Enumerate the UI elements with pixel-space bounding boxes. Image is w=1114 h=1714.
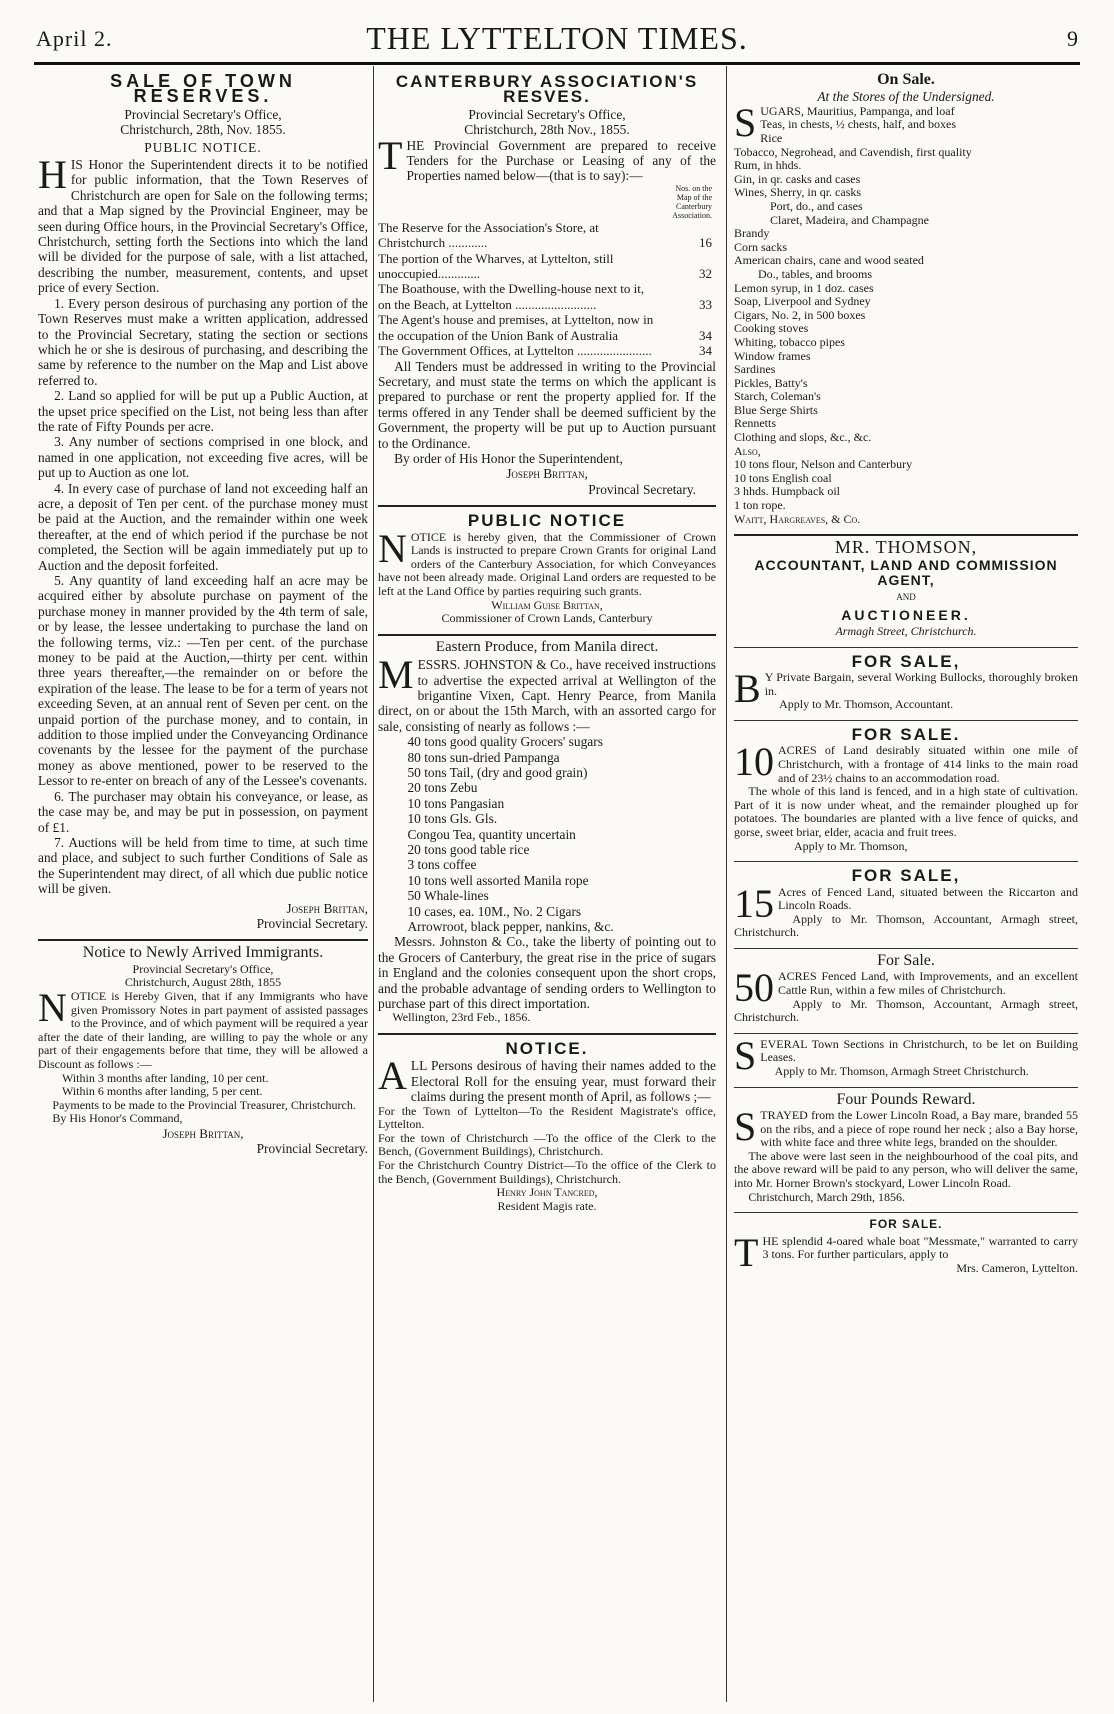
signature: Joseph Brittan,: [286, 900, 368, 916]
immigrants-office: Provincial Secretary's Office,: [132, 961, 274, 976]
property-name: The Agent's house and premises, at Lyttelton, now in the occupation of the Union Bank of Australia: [378, 312, 654, 343]
drop-cap: H: [38, 152, 67, 198]
drop-cap: 50: [734, 965, 774, 1011]
list-item: 3 tons coffee: [407, 857, 477, 873]
list-item: Cigars, No. 2, in 500 boxes: [734, 307, 866, 322]
list-item: Soap, Liverpool and Sydney: [734, 294, 871, 309]
boat-heading: FOR SALE.: [869, 1217, 943, 1232]
divider: [734, 1087, 1078, 1088]
electoral-item: For the town of Christchurch —To the office of the Clerk to the Bench, (Government Buildings), Christchurch.: [378, 1130, 716, 1159]
canterbury-heading: CANTERBURY ASSOCIATION'S RESVES.: [395, 72, 699, 107]
sale-intro: IS Honor the Superintendent directs it to be notified for public information, that the Town Reserves of Christchurch are open for Sale on the following terms; and that a Map signed by the Provincial Engineer, may be seen during Office hours, in the Provincial Secretary's Office, Christchurch, setting forth the Sections into which the land will be divided for the purpose of sale, with a list attached, describing the number, measurement, contents, and upset price of every Section.: [38, 157, 368, 296]
signature: William Guise Brittan,: [491, 597, 603, 612]
list-item: 10 tons well assorted Manila rope: [407, 872, 589, 888]
goods-list: [734, 99, 1078, 526]
drop-cap: T: [378, 132, 403, 178]
list-item: Pickles, Batty's: [734, 375, 808, 390]
list-item: Rum, in hhds.: [734, 158, 802, 173]
list-item: Brandy: [734, 226, 770, 241]
page-number: 9: [1067, 26, 1078, 51]
produce-heading: Eastern Produce, from Manila direct.: [435, 638, 659, 655]
tender-body: All Tenders must be addressed in writing to the Provincial Secretary, and must state the terms on which the applicant is prepared to purchase or rent the property applied for. If the terms offered in any Tender shall be deemed sufficient by the Government, the property will be put up to Auction pursuant to the Ordinance.: [378, 358, 716, 451]
ad-contact: Apply to Mr. Thomson, Accountant, Armagh street, Christchurch.: [734, 911, 1078, 940]
drop-cap: S: [734, 99, 757, 145]
list-item: 10 tons Gls. Gls.: [407, 811, 498, 827]
table-row: [378, 312, 716, 343]
payments-note: Payments to be made to the Provincial Treasurer, Christchurch.: [52, 1097, 356, 1112]
drop-cap: B: [734, 666, 761, 712]
drop-cap: 10: [734, 739, 774, 785]
list-item: Corn sacks: [734, 239, 787, 254]
list-item: 10 cases, ea. 10M., No. 2 Cigars: [407, 903, 582, 919]
ad-contact: Apply to Mr. Thomson, Armagh Street Christchurch.: [774, 1063, 1029, 1078]
sale-term: 5. Any quantity of land exceeding half an acre may be acquired either by absolute purchase on payment of the purchase money in manner provided by the 4th term of sale, or by lease, the lessee undertaking to purchase the land on the following terms, viz.: —Ten per cent. of the purchase money to be paid at the Auction,—thirty per cent. within three years thereafter,—the remainder on or before the expiration of the lease. The lease to be for a term of years not exceeding Seven, at an annual rent of Seven per cent. on the unpaid portion of the purchase money, and to contain, in addition to those implied under the Conveyancing Ordinance covenants by the lessee for the payment of the purchase money as above mentioned, power to be reserved to the Lessor to re-enter on breach of any of the Lessee's covenants.: [38, 573, 368, 789]
divider: [734, 861, 1078, 862]
list-item: Gin, in qr. casks and cases: [734, 171, 861, 186]
drop-cap: N: [38, 984, 67, 1030]
masthead: [36, 18, 1078, 58]
list-item: 40 tons good quality Grocers' sugars: [407, 734, 603, 750]
ad-text: ACRES of Land desirably situated within one mile of Christchurch, with a frontage of 414 links to the main road and of 23½ chains to an accommodation road.: [778, 743, 1078, 785]
auctioneer-label: AUCTIONEER.: [841, 606, 971, 623]
drop-cap: N: [378, 525, 407, 571]
divider: [734, 1033, 1078, 1034]
masthead-rule: [34, 62, 1080, 65]
list-item: Congou Tea, quantity uncertain: [407, 826, 576, 842]
signature: Waitt, Hargreaves, & Co.: [734, 511, 861, 526]
list-item: Starch, Coleman's: [734, 389, 821, 404]
discount-term: Within 3 months after landing, 10 per cent.: [62, 1070, 269, 1085]
ad-body: The whole of this land is fenced, and in a high state of cultivation. Part of it is now under wheat, and the remainder ploughed up for potatoes. The boundaries are planted with a live fence of quicks, and gorse, sweet briar, elder, acacia and fruit trees.: [734, 784, 1078, 839]
on-sale-subheading: At the Stores of the Undersigned.: [817, 89, 995, 105]
list-item: Clothing and slops, &c., &c.: [734, 430, 872, 445]
electoral-item: For the Town of Lyttelton—To the Resident Magistrate's office, Lyttelton.: [378, 1103, 716, 1132]
ad-text: Acres of Fenced Land, situated between the Riccarton and Lincoln Roads.: [778, 884, 1078, 913]
map-number: 16: [699, 235, 712, 251]
sale-term: 6. The purchaser may obtain his conveyance, or lease, as the case may be, and may be put in possession, on payment of £1.: [38, 788, 368, 835]
column-3: [734, 68, 1078, 1704]
column-1: [38, 68, 368, 1704]
divider: [378, 505, 716, 507]
list-item: Whiting, tobacco pipes: [734, 334, 845, 349]
divider: [734, 720, 1078, 721]
command-line: By His Honor's Command,: [52, 1111, 183, 1126]
canterbury-intro: HE Provincial Government are prepared to receive Tenders for the Purchase or Leasing of any of the Properties named below—(that is to say):—: [406, 137, 716, 184]
table-row: [378, 281, 716, 312]
sale-term: 7. Auctions will be held from time to time, at such time and place, and subject to such further Conditions of Sale as the Superintendent may direct, of all which due public notice will be given.: [38, 834, 368, 897]
immigrants-date: Christchurch, August 28th, 1855: [124, 975, 282, 990]
table-row: [378, 343, 716, 358]
list-item: 10 tons flour, Nelson and Canterbury: [734, 457, 913, 472]
list-item: American chairs, cane and wood seated: [734, 253, 924, 268]
table-row: [378, 251, 716, 282]
ad-text: Y Private Bargain, several Working Bullocks, thoroughly broken in.: [764, 670, 1078, 698]
property-name: The Government Offices, at Lyttelton .......................: [378, 343, 652, 359]
sale-term: 2. Land so applied for will be put up a Public Auction, at the upset price specified on the List, not being less than after the rate of Fifty Pounds per acre.: [38, 388, 368, 434]
list-item: Tobacco, Negrohead, and Cavendish, first quality: [734, 144, 972, 159]
boat-contact: Mrs. Cameron, Lyttelton.: [956, 1260, 1078, 1275]
ad-heading: FOR SALE,: [851, 651, 961, 671]
list-item: 50 Whale-lines: [407, 888, 489, 904]
sale-heading: SALE OF TOWN RESERVES.: [110, 71, 296, 107]
signature: Joseph Brittan,: [506, 466, 588, 482]
divider: [378, 634, 716, 636]
list-item: Arrowroot, black pepper, nankins, &c.: [407, 919, 614, 935]
signature: Joseph Brittan,: [162, 1125, 244, 1141]
drop-cap: S: [734, 1032, 757, 1078]
produce-intro: ESSRS. JOHNSTON & Co., have received instructions to advertise the expected arrival at Wellington of the brigantine Vixen, Capt. Henry Pearce, from Manila direct, on or about the 15th March, with an assorted cargo for sale, consisting of nearly as follows :—: [378, 657, 716, 734]
list-item: Blue Serge Shirts: [734, 402, 818, 417]
reward-text: TRAYED from the Lower Lincoln Road, a Bay mare, branded 55 on the ribs, and a piece of rope round her neck ; also a Bay horse, with white face and three white legs, branded on the shoulder.: [760, 1107, 1078, 1150]
list-item: Window frames: [734, 348, 811, 363]
list-item: 50 tons Tail, (dry and good grain): [407, 764, 588, 780]
column-2: [378, 68, 716, 1704]
canterbury-date: Christchurch, 28th Nov., 1855.: [464, 122, 630, 138]
also-label: Also,: [734, 443, 761, 458]
list-item: Rice: [760, 131, 783, 145]
order-line: By order of His Honor the Superintendent,: [394, 450, 623, 466]
divider: [734, 647, 1078, 648]
list-item: Teas, in chests, ½ chests, half, and boxes: [760, 117, 957, 132]
property-name: The Boathouse, with the Dwelling-house next to it, on the Beach, at Lyttelton .........................: [378, 281, 645, 312]
property-name: The Reserve for the Association's Store, at Christchurch ............: [378, 219, 599, 251]
signature-title: Provincal Secretary.: [588, 481, 696, 497]
dateline: Christchurch, March 29th, 1856.: [748, 1189, 906, 1204]
list-item: UGARS, Mauritius, Pampanga, and loaf: [760, 103, 955, 118]
list-item: Do., tables, and brooms: [758, 266, 872, 281]
signature-title: Provincial Secretary.: [256, 1141, 368, 1157]
map-number: 32: [699, 266, 712, 282]
list-item: 20 tons good table rice: [407, 842, 530, 857]
sale-term: 1. Every person desirous of purchasing any portion of the Town Reserves must make a written application, addressed to the Provincial Secretary, stating the section or sections which he or she is desirous of purchasing, and describing the same by reference to the number on the Map and List above referred to.: [38, 295, 368, 388]
reward-body: The above were last seen in the neighbourhood of the coal pits, and the above reward will be paid to any person, who will deliver the same, into Mr. Horner Brown's stockyard, Lower Lincoln Road.: [734, 1148, 1078, 1190]
divider: [734, 534, 1078, 536]
signature-title: Provincial Secretary.: [256, 915, 368, 931]
immigrants-intro: OTICE is Hereby Given, that if any Immigrants who have given Promissory Notes in part payment of assisted passages to the Province, and of which payment will be required a year after the date of their landing, are willing to pay the whole or any part of their engagements before that time, they will be allowed a Discount as follows :—: [38, 988, 368, 1071]
ad-heading: FOR SALE.: [851, 725, 961, 745]
list-item: 10 tons English coal: [734, 470, 832, 485]
list-item: 10 tons Pangasian: [407, 795, 505, 811]
list-item: 3 hhds. Humpback oil: [734, 484, 840, 499]
sale-term: 4. In every case of purchase of land not exceeding half an acre, a deposit of Ten per cent. of the purchase money must be paid at the Auction, and the remainder within one week thereafter, at the end of which period if the purchase be not completed, the Section will be again immediately put up to Auction and the deposit forfeited.: [38, 480, 368, 573]
sale-office: Provincial Secretary's Office,: [124, 106, 282, 122]
drop-cap: M: [378, 652, 414, 698]
drop-cap: A: [378, 1053, 407, 1099]
canterbury-office: Provincial Secretary's Office,: [468, 106, 626, 122]
boat-text: HE splendid 4-oared whale boat "Messmate," warranted to carry 3 tons. For further particulars, apply to: [762, 1233, 1078, 1262]
property-name: The portion of the Wharves, at Lyttelton, still unoccupied.............: [378, 250, 614, 282]
cargo-list: [378, 734, 716, 934]
ad-heading: For Sale.: [877, 951, 935, 969]
signature: Henry John Tancred,: [496, 1185, 598, 1200]
immigrants-heading: Notice to Newly Arrived Immigrants.: [82, 944, 324, 962]
public-notice-label: PUBLIC NOTICE.: [144, 139, 262, 155]
newspaper-title: THE LYTTELTON TIMES.: [366, 20, 748, 56]
list-item: 1 ton rope.: [734, 498, 786, 513]
discount-term: Within 6 months after landing, 5 per cent.: [62, 1084, 263, 1099]
electoral-heading: NOTICE.: [505, 1039, 589, 1059]
agent-address: Armagh Street, Christchurch.: [835, 624, 977, 639]
list-item: Lemon syrup, in 1 doz. cases: [734, 280, 874, 295]
signature-title: Resident Magis rate.: [497, 1198, 597, 1213]
and-label: AND: [896, 592, 916, 603]
column-rule: [373, 66, 374, 1702]
divider: [38, 939, 368, 941]
divider: [378, 1033, 716, 1035]
map-number: 34: [699, 327, 712, 343]
list-item: 80 tons sun-dried Pampanga: [407, 749, 560, 765]
electoral-intro: LL Persons desirous of having their names added to the Electoral Roll for the ensuing year, must forward their claims during the present month of April, as follows ;—: [410, 1058, 716, 1105]
properties-table: [378, 184, 716, 359]
sale-term: 3. Any number of sections comprised in one block, and named in one application, not exceeding five acres, will be put up to Auction as one lot.: [38, 434, 368, 481]
drop-cap: S: [734, 1103, 757, 1149]
ad-text: EVERAL Town Sections in Christchurch, to be let on Building Leases.: [760, 1036, 1078, 1065]
divider: [734, 1212, 1078, 1213]
electoral-item: For the Christchurch Country District—To the office of the Clerk to the Bench, (Government Buildings), Christchurch.: [378, 1158, 716, 1186]
list-item: Cooking stoves: [734, 321, 809, 336]
list-item: Sardines: [734, 362, 776, 377]
agent-name: MR. THOMSON,: [834, 537, 978, 558]
table-header: Nos. on the Map of the Canterbury Association.: [672, 183, 712, 220]
dateline: Wellington, 23rd Feb., 1856.: [392, 1010, 531, 1025]
divider: [734, 948, 1078, 949]
list-item: Wines, Sherry, in qr. casks: [734, 185, 862, 200]
list-item: 20 tons Zebu: [407, 780, 478, 796]
ad-contact: Apply to Mr. Thomson, Accountant.: [779, 697, 954, 712]
signature-title: Commissioner of Crown Lands, Canterbury: [441, 611, 653, 626]
ad-text: ACRES Fenced Land, with Improvements, and an excellent Cattle Run, within a few miles of Christchurch.: [778, 969, 1078, 997]
agent-role: ACCOUNTANT, LAND AND COMMISSION AGENT,: [754, 556, 1058, 589]
list-item: Claret, Madeira, and Champagne: [770, 212, 929, 227]
sale-date: Christchurch, 28th, Nov. 1855.: [120, 122, 286, 138]
ad-heading: FOR SALE,: [851, 866, 961, 886]
issue-date: April 2.: [36, 26, 113, 51]
table-row: [378, 220, 716, 251]
ad-contact: Apply to Mr. Thomson,: [794, 838, 908, 853]
on-sale-heading: On Sale.: [877, 71, 935, 88]
map-number: 33: [699, 296, 712, 312]
drop-cap: T: [734, 1229, 759, 1275]
map-number: 34: [699, 343, 712, 359]
ad-contact: Apply to Mr. Thomson, Accountant, Armagh street, Christchurch.: [734, 996, 1078, 1025]
list-item: Rennetts: [734, 416, 776, 431]
produce-body: Messrs. Johnston & Co., take the liberty of pointing out to the Grocers of Canterbury, the great rise in the price of sugars in England and the colonies consequent upon the short crops, and the probable advantage of sending orders to Wellington to purchase part of this direct importation.: [378, 934, 716, 1012]
drop-cap: 15: [734, 880, 774, 926]
reward-heading: Four Pounds Reward.: [836, 1090, 976, 1108]
column-rule: [726, 66, 727, 1702]
public-notice-heading: PUBLIC NOTICE: [467, 511, 627, 531]
list-item: Port, do., and cases: [770, 198, 863, 213]
public-notice-body: OTICE is hereby given, that the Commissioner of Crown Lands is instructed to prepare Crown Grants for original Land orders of the Canterbury Association, for which Conveyances have not been already made. Original Land orders are requested to be left at the Land Office by parties requiring such grants.: [378, 529, 716, 598]
